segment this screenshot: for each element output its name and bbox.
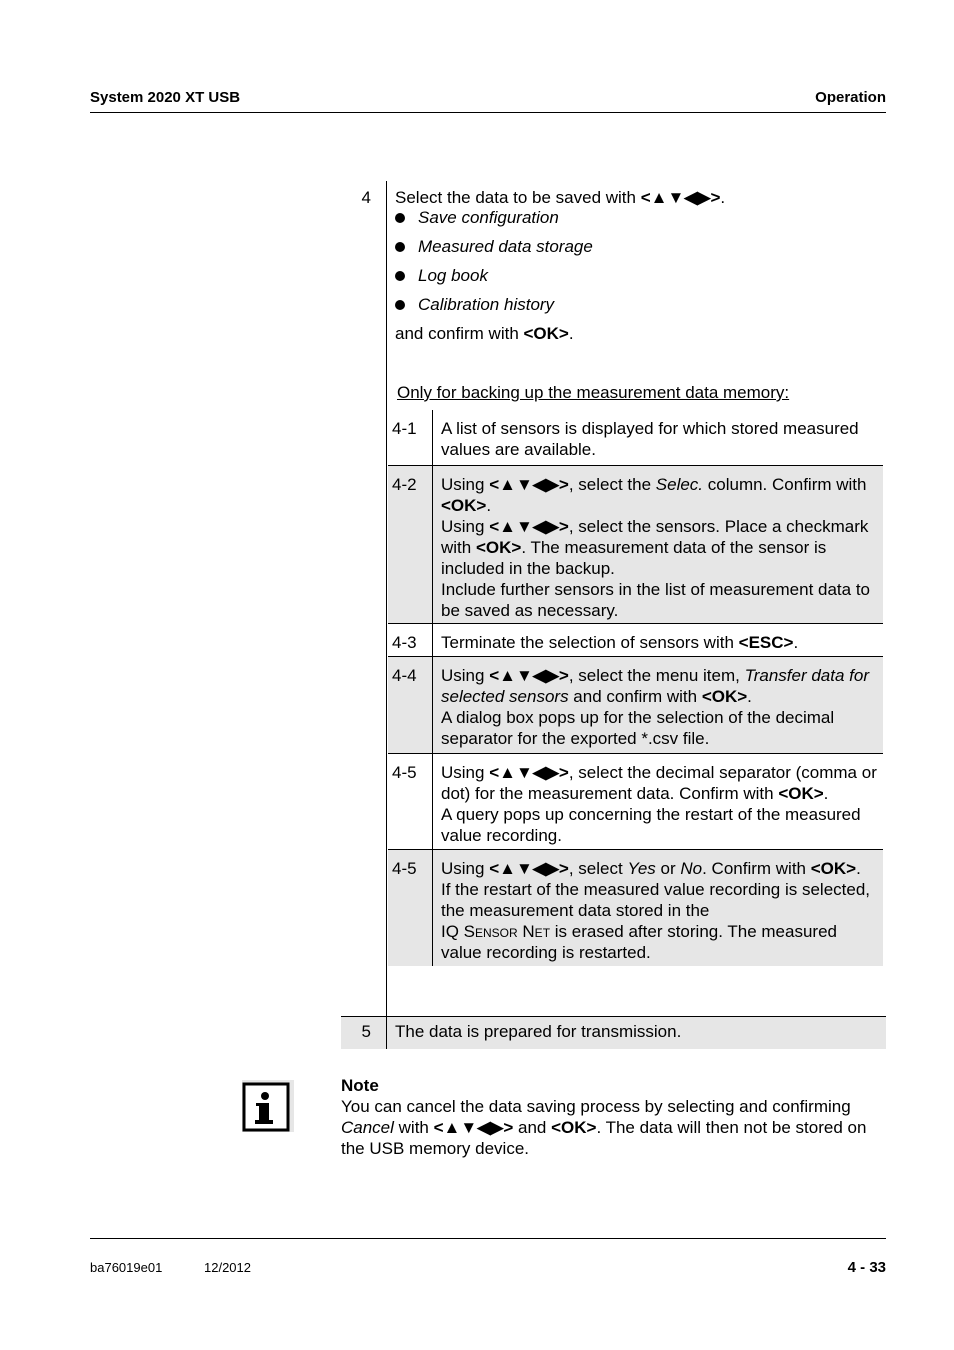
substep-number: 4-4	[392, 666, 417, 685]
step-divider-line	[386, 181, 387, 1016]
substep-number: 4-5	[392, 763, 417, 782]
bullet-label: Calibration history	[418, 295, 555, 314]
substep-divider	[432, 754, 433, 849]
footer-rule	[90, 1238, 886, 1239]
header-rule	[90, 112, 886, 113]
substep-number: 4-5	[392, 859, 417, 878]
substep-number: 4-1	[392, 419, 417, 438]
step-4-only-for: Only for backing up the measurement data memory:	[397, 383, 790, 402]
step-5-row	[341, 1016, 886, 1049]
step-4-confirm: and confirm with <OK>.	[395, 324, 574, 343]
step-4-number: 4	[361, 188, 371, 207]
footer-page-number: 4 - 33	[847, 1259, 886, 1276]
substep-row	[388, 410, 883, 465]
substep-text: Terminate the selection of sensors with <ESC>.	[441, 633, 799, 652]
bullet-label: Save configuration	[418, 208, 559, 227]
row-separator	[341, 1016, 886, 1017]
note-body: You can cancel the data saving process by selecting and confirming Cancel with <▲▼◀▶> and <OK>. The data will then not be stored on the USB memory device.	[341, 1097, 867, 1158]
bullet-item	[395, 265, 488, 286]
substep-divider	[432, 657, 433, 753]
substep-text: Using <▲▼◀▶>, select Yes or No. Confirm with <OK>. If the restart of the measured value recording is selected, the measurement data stored in the IQ Sensor Net is erased after storing. The measured value recording is restarted.	[441, 859, 871, 962]
substep-text: Using <▲▼◀▶>, select the menu item, Transfer data for selected sensors and confirm with <OK>. A dialog box pops up for the selection of the decimal separator for the exported *.csv file.	[441, 666, 869, 748]
substep-row	[388, 850, 883, 966]
substep-row	[388, 466, 883, 623]
step-divider-line	[386, 1016, 387, 1049]
substep-text: A list of sensors is displayed for which stored measured values are available.	[441, 419, 859, 459]
substep-divider	[432, 410, 433, 465]
info-icon-graphic	[242, 1080, 294, 1132]
bullet-item	[395, 294, 554, 315]
substep-text: Using <▲▼◀▶>, select the Selec. column. Confirm with <OK>. Using <▲▼◀▶>, select the sensors. Place a checkmark with <OK>. The measurement data of the sensor is included in the backup. Include further sensors in the list of measurement data to be saved as necessary.	[441, 475, 871, 620]
substep-number: 4-3	[392, 633, 417, 652]
info-icon	[242, 1080, 294, 1132]
step-4-intro	[395, 187, 725, 208]
bullet-item	[395, 236, 593, 257]
substep-divider	[432, 466, 433, 623]
note-title: Note	[341, 1076, 379, 1095]
footer-doc-id: ba76019e01	[90, 1260, 163, 1275]
footer-date: 12/2012	[204, 1260, 251, 1275]
bullet-item	[395, 207, 559, 228]
substep-row	[388, 624, 883, 656]
step-5-number: 5	[361, 1022, 371, 1041]
substep-divider	[432, 624, 433, 656]
substep-divider	[432, 850, 433, 966]
header-section: Operation	[815, 89, 886, 106]
step-5-text: The data is prepared for transmission.	[395, 1022, 682, 1041]
substep-text: Using <▲▼◀▶>, select the decimal separator (comma or dot) for the measurement data. Confirm with <OK>. A query pops up concerning the restart of the measured value recording.	[441, 763, 877, 845]
substep-row	[388, 754, 883, 849]
step-4-intro-text: Select the data to be saved with <▲▼◀▶>.	[395, 188, 726, 207]
bullet-label: Log book	[418, 266, 488, 285]
substep-row	[388, 657, 883, 753]
header-title: System 2020 XT USB	[90, 89, 241, 106]
substep-number: 4-2	[392, 475, 417, 494]
bullet-label: Measured data storage	[418, 237, 593, 256]
